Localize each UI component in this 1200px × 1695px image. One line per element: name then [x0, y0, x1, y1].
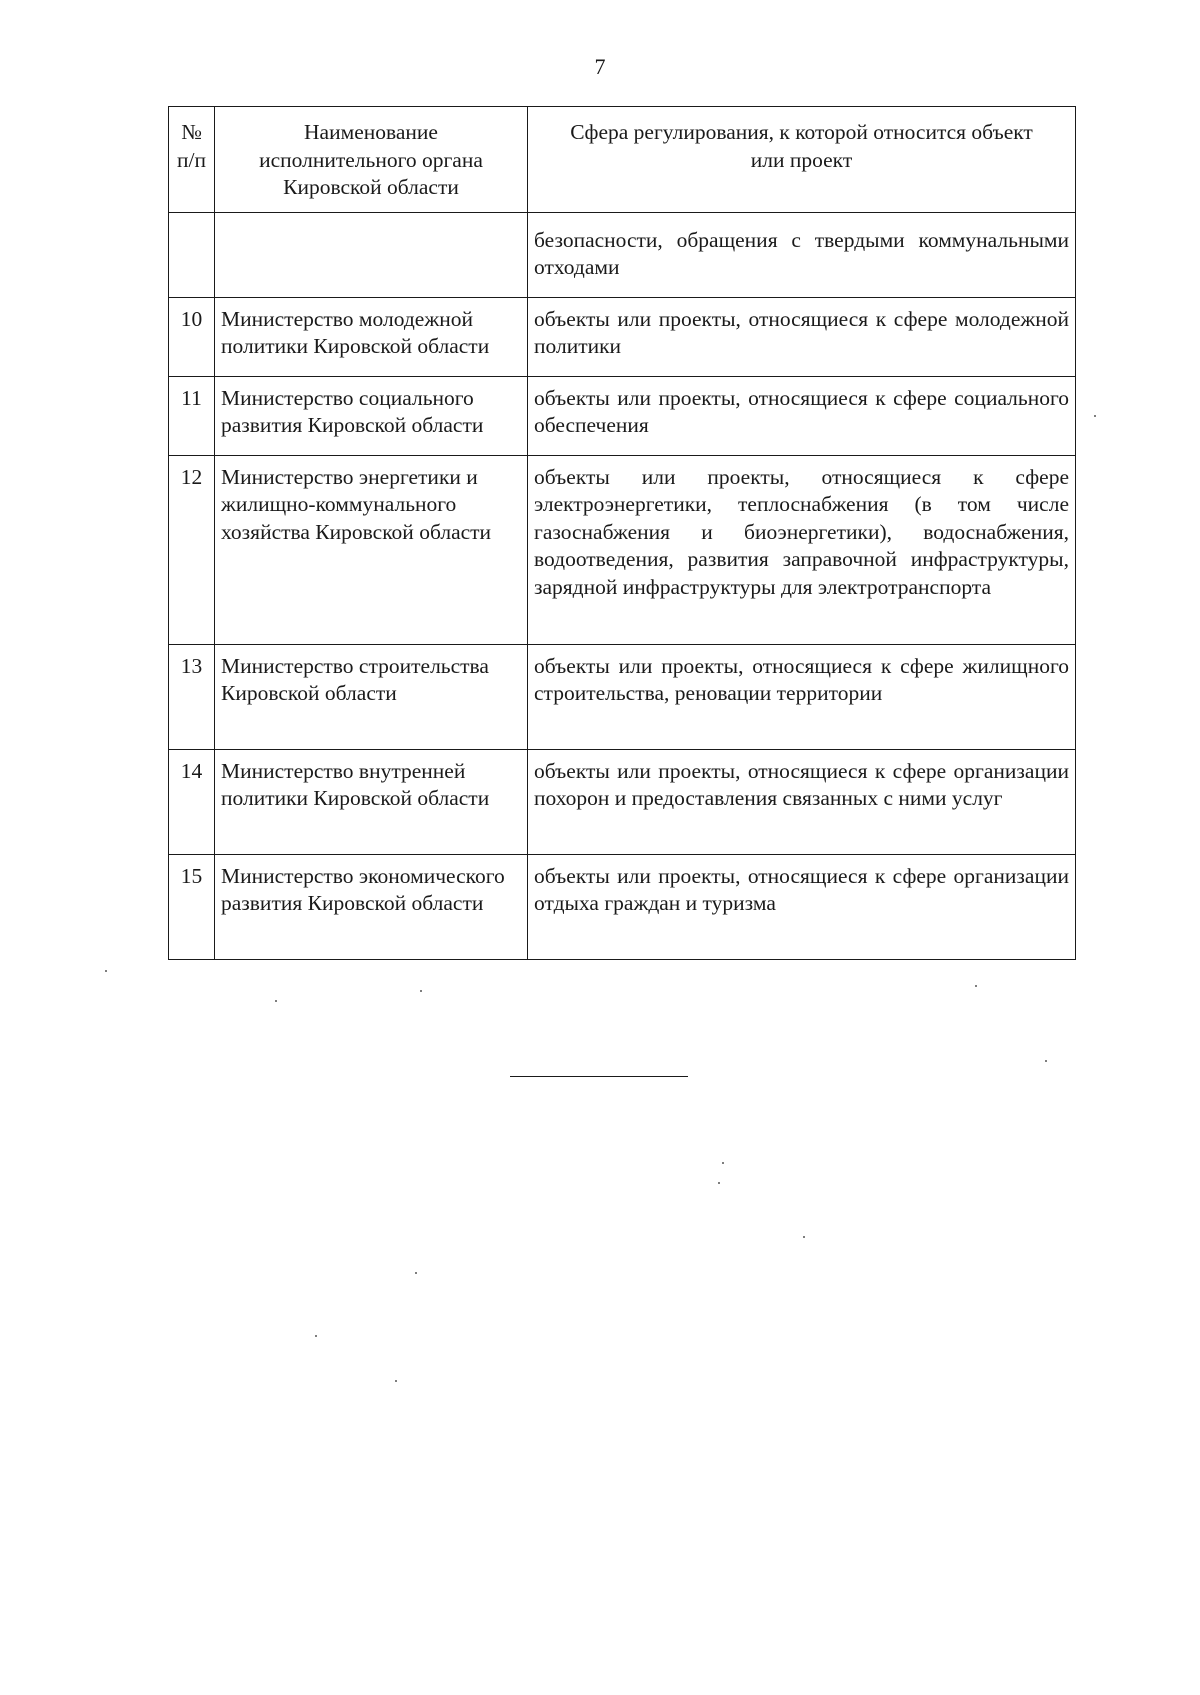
scan-speck: [718, 1182, 720, 1184]
row-sphere: объекты или проекты, относящиеся к сфере организации похорон и предоставления связанных с ними услуг: [528, 749, 1076, 854]
scan-speck: [722, 1162, 724, 1164]
scan-speck: [275, 1000, 277, 1002]
row-authority: Министерство энергетики и жилищно-коммунального хозяйства Кировской области: [215, 455, 528, 644]
scan-speck: [420, 990, 422, 992]
row-number: 10: [169, 297, 215, 376]
row-sphere: объекты или проекты, относящиеся к сфере организации отдыха граждан и туризма: [528, 854, 1076, 959]
row-authority: Министерство внутренней политики Кировской области: [215, 749, 528, 854]
scan-speck: [803, 1236, 805, 1238]
header-sphere: Сфера регулирования, к которой относится объект или проект: [528, 107, 1076, 213]
regulation-table: [168, 106, 1076, 960]
continuation-sphere-cell: безопасности, обращения с твердыми коммунальными отходами: [528, 212, 1076, 297]
table-header-row: [169, 107, 1076, 213]
row-authority: Министерство молодежной политики Кировской области: [215, 297, 528, 376]
scan-speck: [395, 1380, 397, 1382]
row-authority: Министерство социального развития Кировской области: [215, 376, 528, 455]
row-authority: Министерство экономического развития Кировской области: [215, 854, 528, 959]
scan-speck: [975, 985, 977, 987]
table-row: [169, 297, 1076, 376]
scan-speck: [1045, 1060, 1047, 1062]
row-number: 11: [169, 376, 215, 455]
header-number: № п/п: [169, 107, 215, 213]
row-sphere: объекты или проекты, относящиеся к сфере молодежной политики: [528, 297, 1076, 376]
page-number: 7: [594, 54, 606, 79]
row-number: 12: [169, 455, 215, 644]
row-sphere: объекты или проекты, относящиеся к сфере социального обеспечения: [528, 376, 1076, 455]
continuation-number-cell: [169, 212, 215, 297]
scan-speck: [315, 1335, 317, 1337]
row-sphere: объекты или проекты, относящиеся к сфере жилищного строительства, реновации территории: [528, 644, 1076, 749]
row-number: 15: [169, 854, 215, 959]
scan-speck: [105, 970, 107, 972]
table-row: [169, 376, 1076, 455]
table-row: [169, 749, 1076, 854]
table-row: [169, 455, 1076, 644]
row-sphere: объекты или проекты, относящиеся к сфере электроэнергетики, теплоснабжения (в том числе газоснабжения и биоэнергетики), водоснабжения, водоотведения, развития заправочной инфраструктуры, зарядной инфраструктуры для электротранспорта: [528, 455, 1076, 644]
table-row: [169, 854, 1076, 959]
row-number: 13: [169, 644, 215, 749]
row-authority: Министерство строительства Кировской области: [215, 644, 528, 749]
scan-speck: [1094, 415, 1096, 417]
table-row-continuation: [169, 212, 1076, 297]
end-of-document-rule: [510, 1076, 688, 1077]
scan-speck: [415, 1272, 417, 1274]
row-number: 14: [169, 749, 215, 854]
continuation-authority-cell: [215, 212, 528, 297]
header-authority: Наименование исполнительного органа Кировской области: [215, 107, 528, 213]
table-row: [169, 644, 1076, 749]
